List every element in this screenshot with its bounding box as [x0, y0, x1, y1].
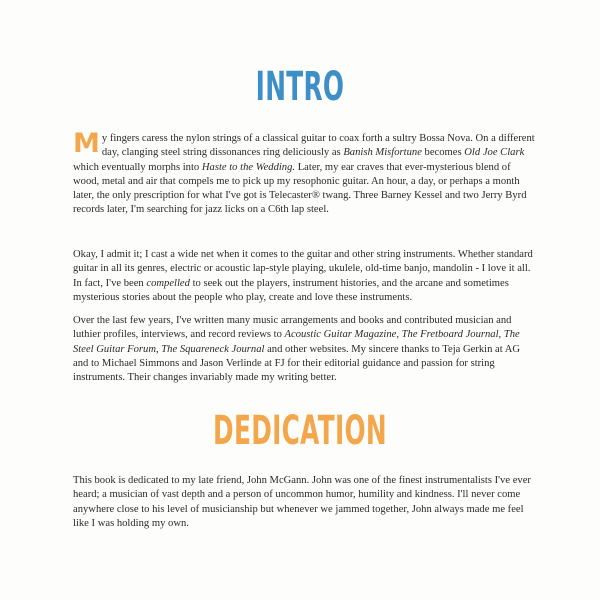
intro-p1-text-b: becomes [421, 147, 465, 159]
pub-squareneck-journal: The Squareneck Journal [161, 343, 265, 355]
intro-p1-text-c: which eventually morphs into [73, 161, 202, 173]
intro-p3-text-e: and other websites. My sincere thanks to Teja Gerkin at AG and to Michael Simmons and Jason Verlinde at FJ for their editorial guidance and passion for string instruments. Their changes invariably made my writing better. [73, 343, 521, 384]
pub-steel-guitar-forum: The Steel Guitar Forum [73, 329, 520, 355]
intro-p3-text-a: Over the last few years, I've written many music arrangements and books and contributed musician and luthier profiles, interviews, and record reviews to [73, 315, 512, 341]
title-banish-misfortune: Banish Misfortune [343, 147, 422, 159]
dedication-paragraph: This book is dedicated to my late friend, John McGann. John was one of the finest instrumentalists I've ever heard; a musician of vast depth and a person of uncommon humor, humility and kindness. I'll never come anywhere close to his level of musicianship but whenever we jammed together, John always made me feel like I was holding my own. [73, 475, 531, 529]
intro-p1-text-d: Later, my ear craves that ever-mysterious blend of wood, metal and air that compels me to pick up my resophonic guitar. An hour, a day, or perhaps a month later, the only prescription for what I've got is Telecaster® twang. Three Barney Kessel and two Jerry Byrd records later, I'm searching for jazz licks on a C6th lap steel. [73, 161, 527, 216]
emphasis-compelled: compelled [146, 277, 190, 289]
intro-p2-text-a: Okay, I admit it; I cast a wide net when it comes to the guitar and other string instruments. Whether standard guitar in all its genres, electric or acoustic lap-style playing, ukulele, old-time banjo, mandolin - I love it all. In fact, I've been [73, 249, 533, 289]
intro-p3-text-c: , [498, 329, 504, 341]
intro-paragraph-2 [73, 248, 535, 305]
title-haste-to-the-wedding: Haste to the Wedding. [201, 161, 296, 173]
intro-p1-text-a: y fingers caress the nylon strings of a classical guitar to coax forth a sultry Bossa Nova. On a different day, clanging steel string dissonances ring deliciously as [101, 133, 535, 159]
title-old-joe-clark: Old Joe Clark [464, 147, 525, 159]
pub-acoustic-guitar-magazine: Acoustic Guitar Magazine [284, 329, 397, 341]
intro-paragraph-3 [73, 314, 535, 385]
pub-fretboard-journal: The Fretboard Journal [401, 329, 499, 341]
dedication-heading: DEDICATION [213, 408, 387, 454]
drop-cap: M [73, 128, 100, 159]
intro-heading: INTRO [255, 64, 345, 110]
intro-p3-text-d: , [155, 343, 162, 355]
intro-p2-text-b: to seek out the players, instrument histories, and the arcane and sometimes mysterious stories about the people who play, create and love these instruments. [73, 277, 509, 303]
intro-p3-text-b: , [396, 329, 402, 341]
intro-paragraph-1 [73, 128, 535, 218]
